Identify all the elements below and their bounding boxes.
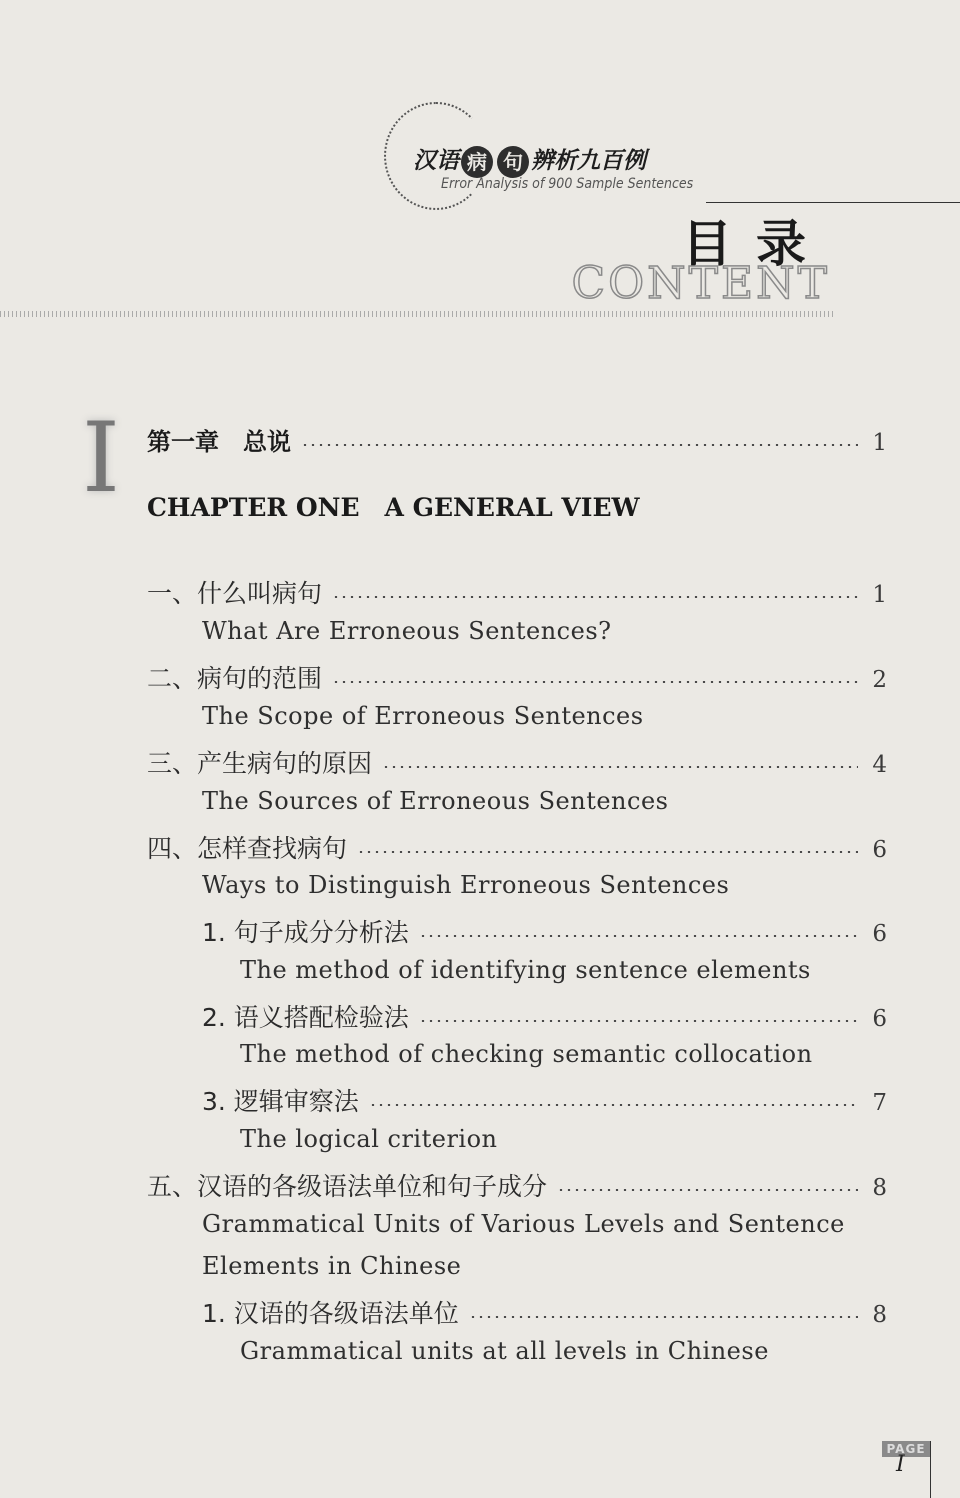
leader-dots [332,596,858,598]
chapter-title-cn: 第一章 总说 [147,428,291,456]
logo-badge-1: 病 [461,146,493,178]
leader-dots [369,1104,859,1106]
page-number: 1 [872,582,887,608]
page-marker-rule [930,1441,931,1498]
page-number: 4 [872,752,887,778]
toc-entry-en: Grammatical Units of Various Levels and Sentence [202,1210,845,1238]
toc-entry[interactable] [147,829,887,865]
toc-entry[interactable] [147,659,887,695]
page-number-footer: I [896,1452,905,1477]
toc-subentry[interactable] [202,913,887,949]
page-number: 2 [872,667,887,693]
leader-dots [419,1020,859,1022]
book-logo-title [413,142,646,178]
toc-entry-cn: 二、病句的范围 [147,664,323,693]
logo-title-part2: 辨析九百例 [531,148,646,174]
toc-entry-cn: 三、产生病句的原因 [147,749,373,778]
page-tag: PAGE [882,1441,930,1457]
toc-entry-en: The Sources of Erroneous Sentences [202,787,669,815]
toc-entry-en: What Are Erroneous Sentences? [202,617,612,645]
page-number: 1 [872,430,887,456]
toc-entry-en: Ways to Distinguish Erroneous Sentences [202,871,730,899]
toc-subentry[interactable] [202,1082,887,1118]
toc-entry-en-continued: Elements in Chinese [202,1252,462,1280]
toc-entry-cn: 1. 句子成分分析法 [202,918,409,947]
logo-badge-2: 句 [497,146,529,178]
toc-heading-cn: 目录 [682,215,830,273]
toc-entry-cn: 五、汉语的各级语法单位和句子成分 [147,1172,548,1201]
leader-dots [382,766,858,768]
dashed-divider [0,311,834,317]
toc-entry[interactable] [147,574,887,610]
chapter-title-en: CHAPTER ONE A GENERAL VIEW [147,493,640,522]
toc-heading-en: CONTENT [571,258,830,309]
book-subtitle-en: Error Analysis of 900 Sample Sentences [441,176,694,192]
page-number: 6 [872,1006,887,1032]
leader-dots [357,851,858,853]
toc-entry[interactable] [147,1167,887,1203]
toc-entry-cn: 1. 汉语的各级语法单位 [202,1299,459,1328]
toc-entry-en: The Scope of Erroneous Sentences [202,702,644,730]
toc-entry-en: Grammatical units at all levels in Chinese [240,1337,769,1365]
header-rule [706,202,960,203]
toc-entry-en: The logical criterion [240,1125,498,1153]
leader-dots [301,444,858,446]
toc-subentry[interactable] [202,998,887,1034]
toc-entry-cn: 3. 逻辑审察法 [202,1087,359,1116]
page-number: 6 [872,921,887,947]
page-number: 6 [872,837,887,863]
chapter-roman-numeral: I [82,402,120,514]
leader-dots [332,681,858,683]
chapter-title-row[interactable] [147,422,887,457]
toc-entry-en: The method of identifying sentence elements [240,956,811,984]
toc-subentry[interactable] [202,1294,887,1330]
leader-dots [469,1316,859,1318]
page-number: 8 [872,1175,887,1201]
logo-title-part1: 汉语 [413,148,459,174]
page-number: 8 [872,1302,887,1328]
toc-entry-en: The method of checking semantic collocation [240,1040,813,1068]
leader-dots [419,935,859,937]
toc-entry-cn: 四、怎样查找病句 [147,834,348,863]
toc-entry[interactable] [147,744,887,780]
page-number: 7 [872,1090,887,1116]
toc-entry-cn: 一、什么叫病句 [147,579,323,608]
toc-entry-cn: 2. 语义搭配检验法 [202,1003,409,1032]
leader-dots [557,1189,858,1191]
